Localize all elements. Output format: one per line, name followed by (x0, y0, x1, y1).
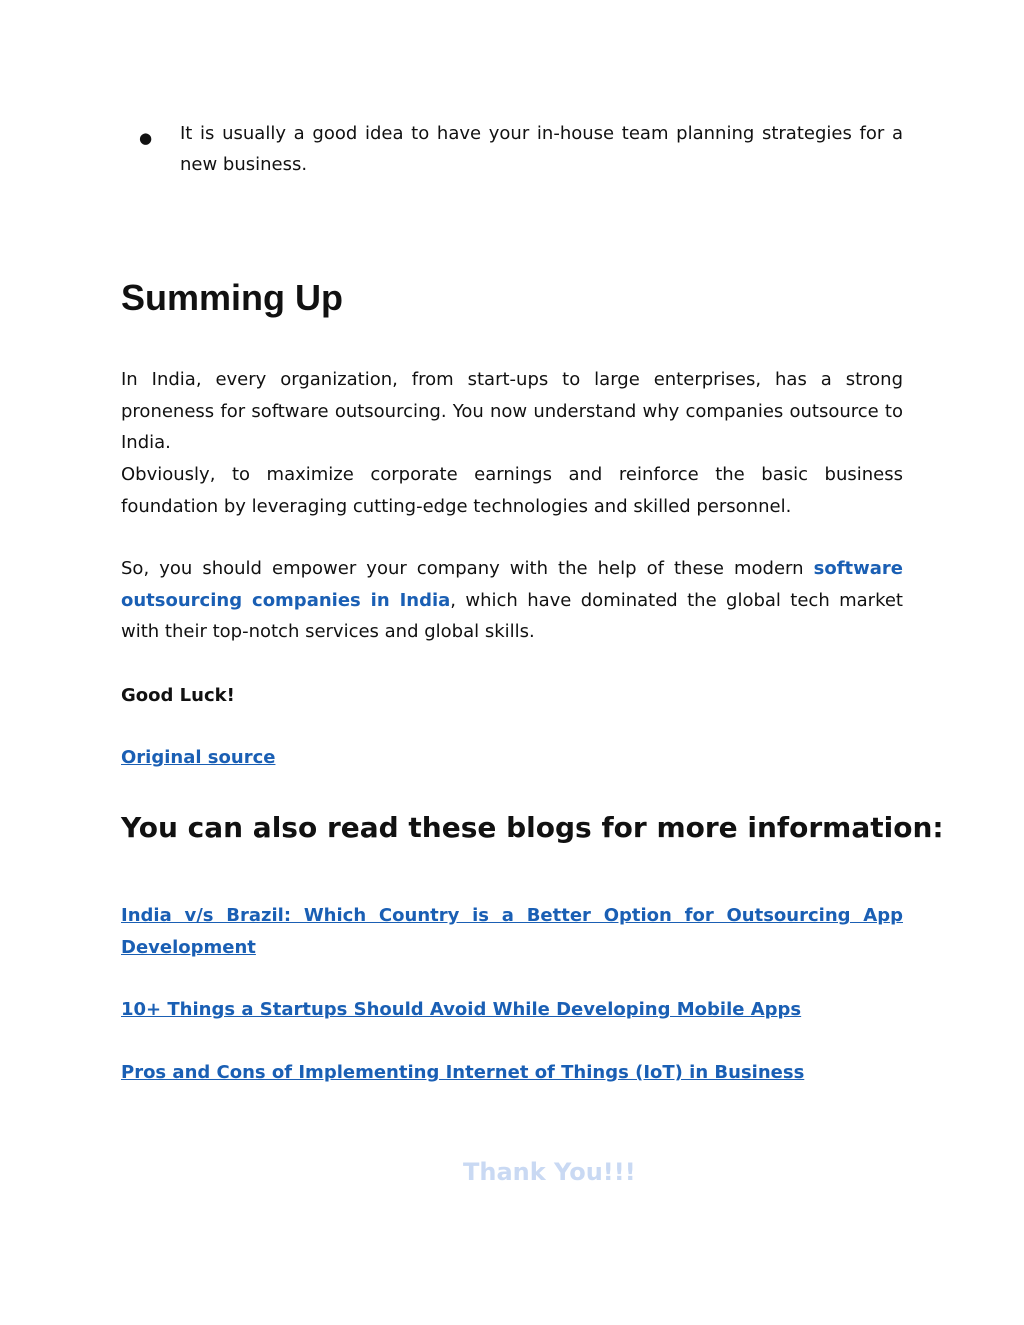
original-source-link[interactable]: Original source (121, 747, 276, 768)
blog-item (121, 994, 903, 1026)
thank-you-text: Thank You!!! (463, 1158, 636, 1186)
blog-link-india-brazil[interactable]: India v/s Brazil: Which Country is a Better Option for Outsourcing App Development (121, 905, 903, 958)
paragraph-india-outsourcing: In India, every organization, from start-ups to large enterprises, has a strong proneness for software outsourcing. You now understand why companies outsource to India. (121, 369, 903, 453)
paragraph-text-before-link: So, you should empower your company with the help of these modern (121, 558, 814, 579)
blog-item (121, 900, 903, 963)
section-heading: Summing Up (121, 277, 343, 318)
bullet-text: It is usually a good idea to have your in-house team planning strategies for a new business. (180, 123, 903, 175)
bullet-marker: ● (139, 129, 153, 147)
blog-link-startups-avoid[interactable]: 10+ Things a Startups Should Avoid While Developing Mobile Apps (121, 999, 802, 1020)
good-luck-text: Good Luck! (121, 685, 235, 706)
blog-item (121, 1057, 903, 1089)
source-paragraph (121, 742, 903, 774)
blogs-heading: You can also read these blogs for more information: (121, 811, 944, 844)
paragraph-text-after-link: , which have dominated the global tech market with their top-notch services and global skills. (121, 589, 903, 642)
blog-link-iot-pros-cons[interactable]: Pros and Cons of Implementing Internet of Things (IoT) in Business (121, 1062, 805, 1083)
paragraph-maximize-earnings: Obviously, to maximize corporate earnings and reinforce the basic business foundation by leveraging cutting-edge technologies and skilled personnel. (121, 464, 903, 517)
software-outsourcing-link[interactable]: software outsourcing companies in India (121, 558, 903, 611)
paragraph-empower-company (121, 553, 903, 648)
bullet-item (139, 118, 903, 180)
